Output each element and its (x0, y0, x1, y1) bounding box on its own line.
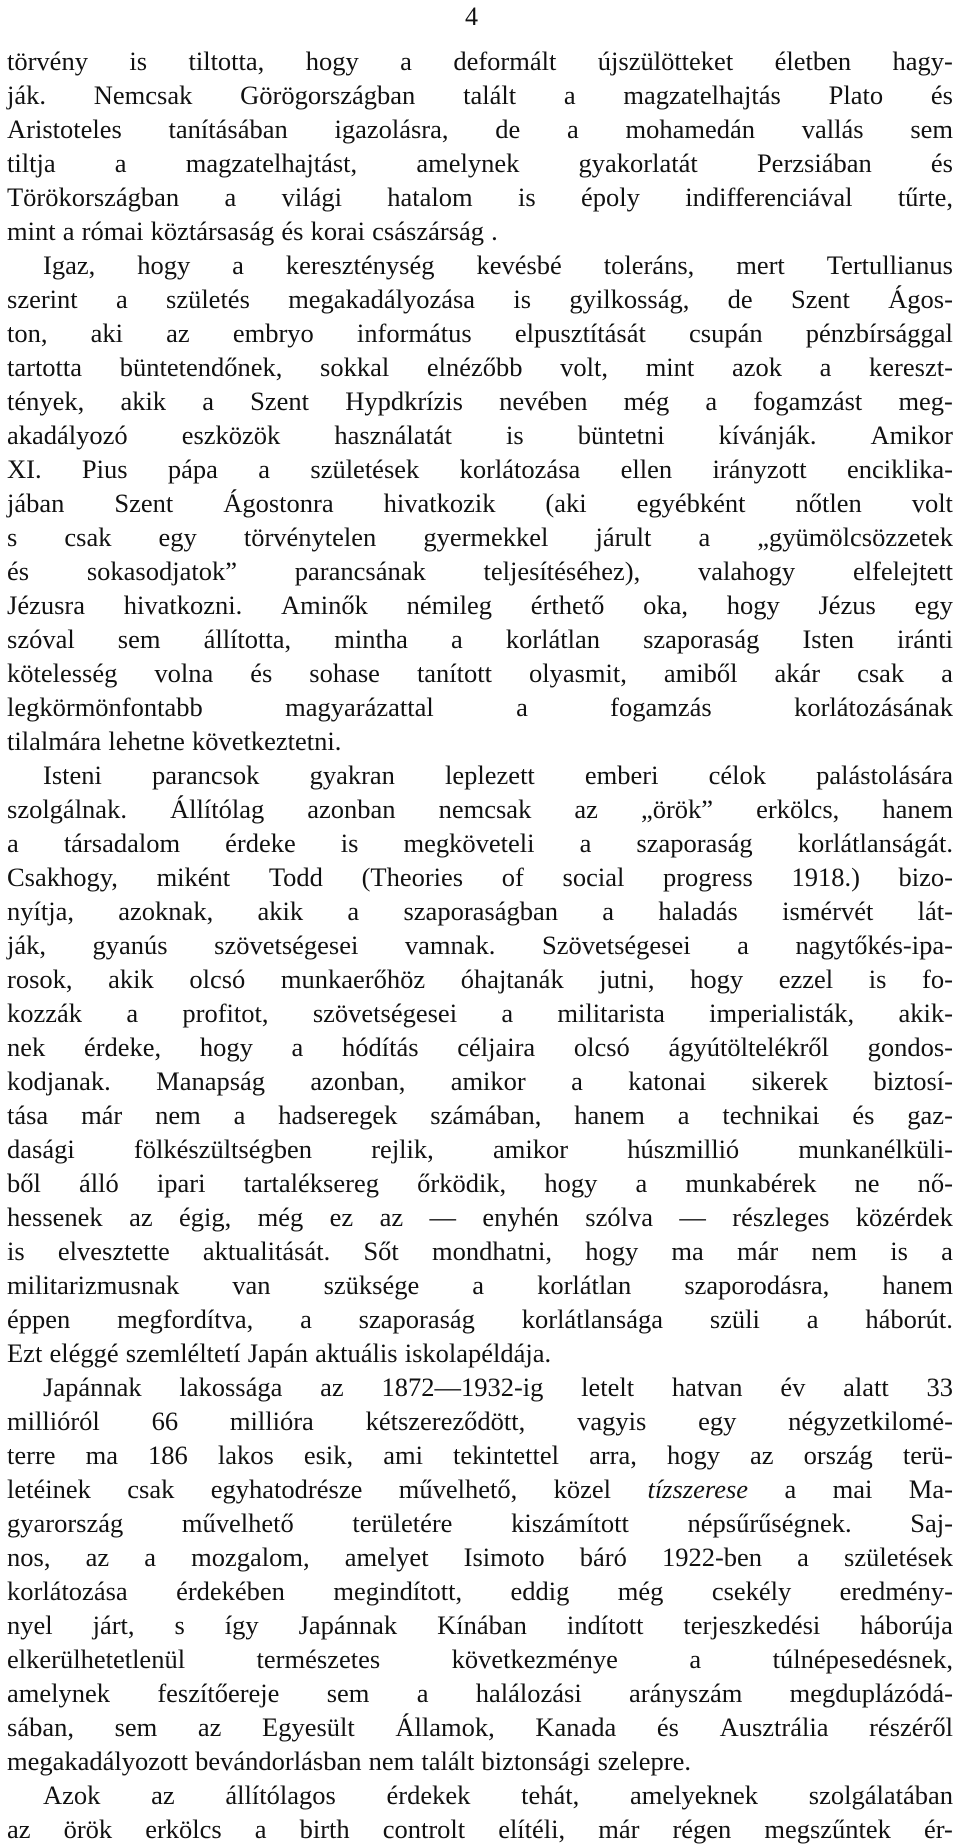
text-line: ják, gyanús szövetségesei vamnak. Szövetségesei a nagytőkés-ipa- (7, 930, 953, 960)
text-line: éppen megfordítva, a szaporaság korlátlansága szüli a háborút. (7, 1304, 953, 1334)
text-line: legkörmönfontabb magyarázattal a fogamzás korlátozásának (7, 692, 953, 722)
text-line: Jézusra hivatkozni. Aminők némileg érthető oka, hogy Jézus egy (7, 590, 953, 620)
text-line: Ezt eléggé szemléltetí Japán aktuális iskolapéldája. (7, 1338, 552, 1368)
text-line: Azok az állítólagos érdekek tehát, amelyeknek szolgálatában (43, 1780, 953, 1810)
text-line: gyarország művelhető területére kiszámított népsűrűségnek. Saj- (7, 1508, 953, 1538)
paragraph (7, 1778, 953, 1846)
text-line: tilalmára lehetne következtetni. (7, 726, 342, 756)
paragraph (7, 44, 953, 248)
text-line: korlátozása érdekében megindított, eddig még csekély eredmény- (7, 1576, 953, 1606)
text-line: kozzák a profitot, szövetségesei a militarista imperialisták, akik- (7, 998, 953, 1028)
text-line: s csak egy törvénytelen gyermekkel járult a „gyümölcsözzetek (7, 522, 953, 552)
text-body (7, 44, 953, 1846)
text-line: Csakhogy, miként Todd (Theories of social progress 1918.) bizo- (7, 862, 953, 892)
text-line: jában Szent Ágostonra hivatkozik (aki egyébként nőtlen volt (7, 488, 953, 518)
paragraph (7, 758, 953, 1370)
text-line: akadályozó eszközök használatát is büntetni kívánják. Amikor (7, 420, 953, 450)
text-line: letéinek csak egyhatodrésze művelhető, közel tízszerese a mai Ma- (7, 1474, 953, 1504)
text-line: rosok, akik olcsó munkaerőhöz óhajtanák jutni, hogy ezzel is fo- (7, 964, 953, 994)
text-line: tények, akik a Szent Hypdkrízis nevében még a fogamzást meg- (7, 386, 953, 416)
text-line: mint a római köztársaság és korai császárság . (7, 216, 498, 246)
text-line: a társadalom érdeke is megköveteli a szaporaság korlátlanságát. (7, 828, 953, 858)
text-line: ből álló ipari tartaléksereg őrködik, hogy a munkabérek ne nő- (7, 1168, 953, 1198)
text-line: militarizmusnak van szüksége a korlátlan szaporodásra, hanem (7, 1270, 953, 1300)
text-line: megakadályozott bevándorlásban nem talált biztonsági szelepre. (7, 1746, 692, 1776)
text-line: millióról 66 millióra kétszereződött, vagyis egy négyzetkilomé- (7, 1406, 953, 1436)
text-line: XI. Pius pápa a születések korlátozása ellen irányzott enciklika- (7, 454, 953, 484)
text-line: nek érdeke, hogy a hódítás céljaira olcsó ágyútöltelékről gondos- (7, 1032, 953, 1062)
text-line: szerint a születés megakadályozása is gyilkosság, de Szent Ágos- (7, 284, 953, 314)
text-line: az örök erkölcs a birth controlt elítéli, már régen megszűntek ér- (7, 1814, 953, 1844)
text-line: Törökországban a világi hatalom is époly indifferenciával tűrte, (7, 182, 953, 212)
text-line: törvény is tiltotta, hogy a deformált újszülötteket életben hagy- (7, 46, 953, 76)
text-line: tása már nem a hadseregek számában, hanem a technikai és gaz- (7, 1100, 953, 1130)
text-line: sában, sem az Egyesült Államok, Kanada és Ausztrália részéről (7, 1712, 953, 1742)
text-line: szolgálnak. Állítólag azonban nemcsak az „örök” erkölcs, hanem (7, 794, 953, 824)
text-line: dasági fölkészültségben rejlik, amikor húszmillió munkanélküli- (7, 1134, 953, 1164)
text-line: nyel járt, s így Japánnak Kínában indított terjeszkedési háborúja (7, 1610, 953, 1640)
page-number: 4 (465, 2, 478, 31)
text-line: terre ma 186 lakos esik, ami tekintettel arra, hogy az ország terü- (7, 1440, 953, 1470)
text-line: amelynek feszítőereje sem a halálozási arányszám megduplázódá- (7, 1678, 953, 1708)
text-line: is elvesztette aktualitását. Sőt mondhatni, hogy ma már nem is a (7, 1236, 953, 1266)
paragraph (7, 1370, 953, 1778)
text-line: nos, az a mozgalom, amelyet Isimoto báró 1922-ben a születések (7, 1542, 953, 1572)
text-line: szóval sem állította, mintha a korlátlan szaporaság Isten iránti (7, 624, 953, 654)
text-line: Isteni parancsok gyakran leplezett emberi célok palástolására (43, 760, 953, 790)
text-line: tiltja a magzatelhajtást, amelynek gyakorlatát Perzsiában és (7, 148, 953, 178)
text-line: Igaz, hogy a kereszténység kevésbé toleráns, mert Tertullianus (43, 250, 953, 280)
paragraph (7, 248, 953, 758)
text-line: kodjanak. Manapság azonban, amikor a katonai sikerek biztosí- (7, 1066, 953, 1096)
text-line: kötelesség volna és sohase tanított olyasmit, amiből akár csak a (7, 658, 953, 688)
text-line: és sokasodjatok” parancsának teljesítéséhez), valahogy elfelejtett (7, 556, 953, 586)
text-line: tartotta büntetendőnek, sokkal elnézőbb volt, mint azok a kereszt- (7, 352, 953, 382)
text-line: elkerülhetetlenül természetes következménye a túlnépesedésnek, (7, 1644, 953, 1674)
text-line: hessenek az égig, még ez az — enyhén szólva — részleges közérdek (7, 1202, 953, 1232)
text-line: ják. Nemcsak Görögországban talált a magzatelhajtás Plato és (7, 80, 953, 110)
text-line: Japánnak lakossága az 1872—1932-ig letelt hatvan év alatt 33 (43, 1372, 953, 1402)
text-line: ton, aki az embryo informátus elpusztítását csupán pénzbírsággal (7, 318, 953, 348)
text-line: nyítja, azoknak, akik a szaporaságban a haladás ismérvét lát- (7, 896, 953, 926)
text-line: Aristoteles tanításában igazolásra, de a mohamedán vallás sem (7, 114, 953, 144)
